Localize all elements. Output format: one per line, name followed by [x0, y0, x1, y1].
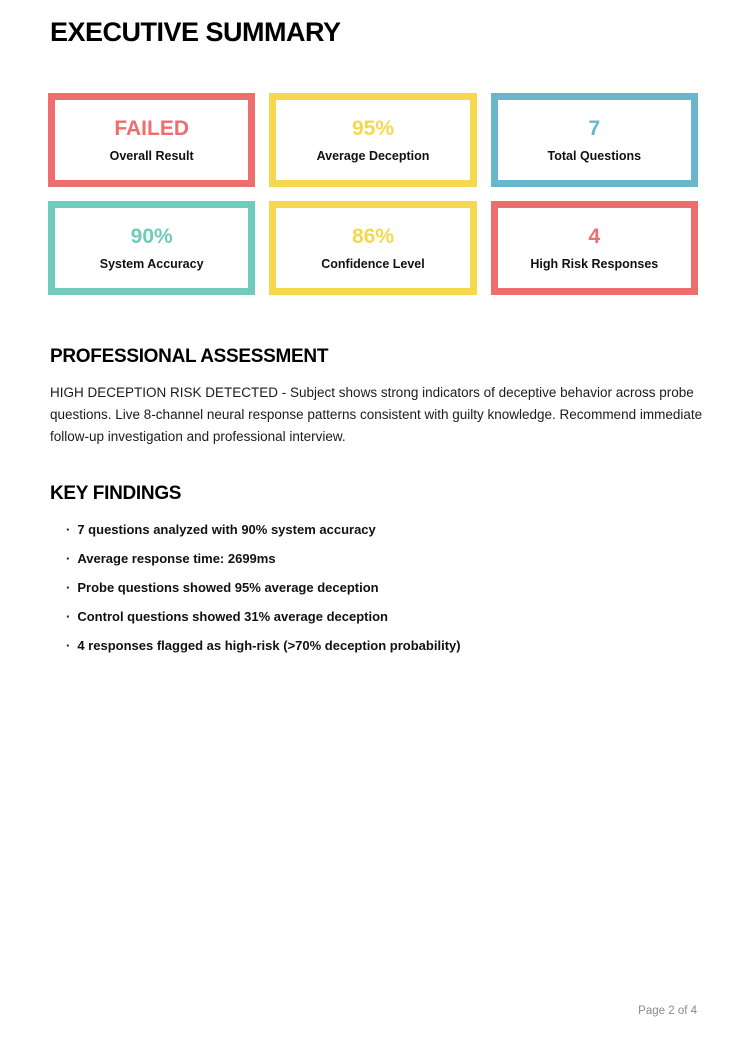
card-label: System Accuracy — [99, 256, 204, 271]
finding-text: Average response time: 2699ms — [77, 551, 276, 566]
card-overall-result — [48, 93, 255, 187]
card-value: 86% — [351, 224, 394, 248]
card-label: Overall Result — [109, 148, 194, 163]
key-findings-list — [66, 523, 461, 668]
key-findings-heading: KEY FINDINGS — [50, 483, 182, 504]
finding-item — [66, 523, 461, 537]
finding-text: 4 responses flagged as high-risk (>70% deception probability) — [77, 638, 461, 653]
bullet-icon: · — [66, 638, 71, 653]
card-value: 95% — [351, 116, 394, 140]
card-high-risk-responses — [491, 201, 698, 295]
finding-item — [66, 581, 461, 595]
card-label: Confidence Level — [321, 256, 425, 271]
card-value: FAILED — [114, 116, 189, 140]
card-label: Total Questions — [547, 148, 642, 163]
finding-text: Probe questions showed 95% average deception — [77, 580, 379, 595]
finding-item — [66, 610, 461, 624]
card-confidence-level — [269, 201, 476, 295]
card-system-accuracy — [48, 201, 255, 295]
card-label: High Risk Responses — [530, 256, 659, 271]
card-label: Average Deception — [316, 148, 430, 163]
finding-item — [66, 552, 461, 566]
bullet-icon: · — [66, 551, 71, 566]
card-value: 90% — [130, 224, 173, 248]
summary-cards-grid — [48, 93, 698, 295]
card-value: 4 — [588, 224, 601, 248]
page-title: EXECUTIVE SUMMARY — [50, 17, 341, 47]
professional-assessment-body: HIGH DECEPTION RISK DETECTED - Subject shows strong indicators of deceptive behavior across probe questions. Live 8-channel neural response patterns consistent with guilty knowledge. Recommend immediate follow-up investigation and professional interview. — [50, 385, 703, 444]
bullet-icon: · — [66, 522, 71, 537]
card-average-deception — [269, 93, 476, 187]
bullet-icon: · — [66, 580, 71, 595]
finding-text: 7 questions analyzed with 90% system accuracy — [77, 522, 376, 537]
finding-item — [66, 639, 461, 653]
page-number: Page 2 of 4 — [638, 1005, 697, 1017]
card-value: 7 — [588, 116, 601, 140]
professional-assessment-heading: PROFESSIONAL ASSESSMENT — [50, 346, 329, 367]
card-total-questions — [491, 93, 698, 187]
finding-text: Control questions showed 31% average deception — [77, 609, 388, 624]
bullet-icon: · — [66, 609, 71, 624]
